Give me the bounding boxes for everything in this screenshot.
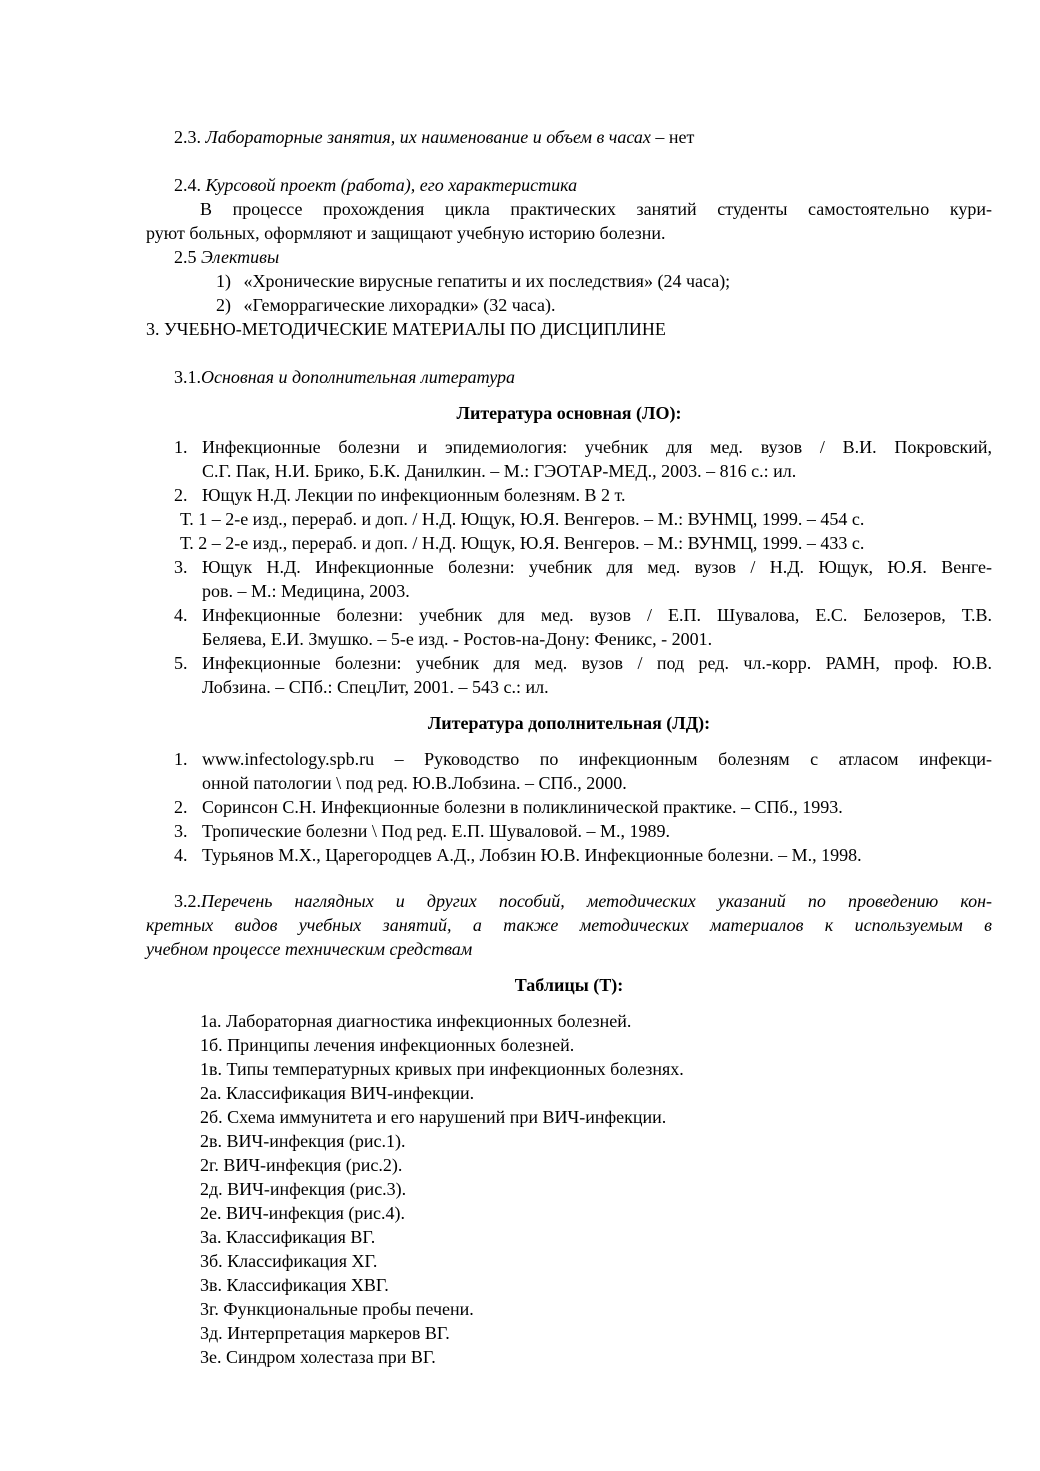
section-2-4-heading [174,174,577,197]
item-number: 1. [174,749,188,769]
table-item: 2б. Схема иммунитета и его нарушений при ВИЧ-инфекции. [200,1107,667,1127]
item-text-line: www.infectology.spb.ru – Руководство по инфекционным болезням с атласом инфекци- [202,749,992,769]
section-number: 3.1. [174,367,201,387]
tables-heading: Таблицы (Т): [514,975,624,995]
table-item: 2е. ВИЧ-инфекция (рис.4). [200,1203,406,1223]
item-number: 3. [174,557,188,577]
list-item [216,270,730,293]
item-text-line: Беляева, Е.И. Змушко. – 5-е изд. - Ростов-на-Дону: Феникс, - 2001. [202,629,713,649]
table-item: 3е. Синдром холестаза при ВГ. [200,1347,436,1367]
section-number: 3.2. [174,891,201,911]
section-3-heading: 3. УЧЕБНО-МЕТОДИЧЕСКИЕ МАТЕРИАЛЫ ПО ДИСЦИПЛИНЕ [146,319,666,339]
list-item [216,294,555,317]
section-2-3 [174,126,694,149]
item-text-line: С.Г. Пак, Н.И. Брико, Б.К. Данилкин. – М.: ГЭОТАР-МЕД., 2003. – 816 с.: ил. [202,461,797,481]
item-number: 2) [216,295,231,315]
section-title: Перечень наглядных и других пособий, методических указаний по проведению кон- [201,891,992,911]
item-number: 2. [174,797,188,817]
table-item: 2а. Классификация ВИЧ-инфекции. [200,1083,475,1103]
ld-heading: Литература дополнительная (ЛД): [427,713,711,733]
item-text-line: Инфекционные болезни: учебник для мед. вузов / под ред. чл.-корр. РАМН, проф. Ю.В. [202,653,992,673]
section-number: 2.4. [174,175,201,195]
item-text-line: ров. – М.: Медицина, 2003. [202,581,410,601]
volume-line: Т. 2 – 2-е изд., перераб. и доп. / Н.Д. Ющук, Ю.Я. Венгеров. – М.: ВУНМЦ, 1999. – 433 с. [180,533,865,553]
table-item: 3г. Функциональные пробы печени. [200,1299,474,1319]
table-item: 3б. Классификация ХГ. [200,1251,378,1271]
table-item: 3а. Классификация ВГ. [200,1227,376,1247]
item-number: 4. [174,845,188,865]
item-text-line: Лобзина. – СПб.: СпецЛит, 2001. – 543 с.: ил. [202,677,549,697]
section-2-5-heading [174,246,279,269]
item-number: 2. [174,485,188,505]
section-number: 2.3. [174,127,201,147]
table-item: 1б. Принципы лечения инфекционных болезней. [200,1035,575,1055]
item-text-line: Ющук Н.Д. Лекции по инфекционным болезням. В 2 т. [202,485,626,505]
lo-heading: Литература основная (ЛО): [456,403,682,423]
item-text-line: Ющук Н.Д. Инфекционные болезни: учебник для мед. вузов / Н.Д. Ющук, Ю.Я. Венге- [202,557,992,577]
item-number: 4. [174,605,188,625]
table-item: 3в. Классификация ХВГ. [200,1275,389,1295]
item-text-line: Инфекционные болезни и эпидемиология: учебник для мед. вузов / В.И. Покровский, [202,437,992,457]
item-text-line: Инфекционные болезни: учебник для мед. вузов / Е.П. Шувалова, Е.С. Белозеров, Т.В. [202,605,992,625]
item-text-line: Соринсон С.Н. Инфекционные болезни в поликлинической практике. – СПб., 1993. [202,797,843,817]
item-text-line: Тропические болезни \ Под ред. Е.П. Шуваловой. – М., 1989. [202,821,671,841]
table-item: 2д. ВИЧ-инфекция (рис.3). [200,1179,407,1199]
section-3-2-line: учебном процессе техническим средствам [146,939,473,959]
item-number: 5. [174,653,188,673]
section-3-1-heading [174,366,515,389]
section-title: Основная и дополнительная литература [201,367,515,387]
item-text-line: Турьянов М.Х., Царегородцев А.Д., Лобзин Ю.В. Инфекционные болезни. – М., 1998. [202,845,862,865]
section-3-2-line: кретных видов учебных занятий, а также методических материалов к используемым в [146,915,992,935]
section-3-2-line [174,890,992,913]
item-number: 3. [174,821,188,841]
item-number: 1) [216,271,231,291]
item-text-line: онной патологии \ под ред. Ю.В.Лобзина. – СПб., 2000. [202,773,627,793]
table-item: 2г. ВИЧ-инфекция (рис.2). [200,1155,403,1175]
paragraph-line: руют больных, оформляют и защищают учебную историю болезни. [146,223,666,243]
section-number: 2.5 [174,247,197,267]
table-item: 3д. Интерпретация маркеров ВГ. [200,1323,450,1343]
table-item: 1а. Лабораторная диагностика инфекционных болезней. [200,1011,632,1031]
table-item: 2в. ВИЧ-инфекция (рис.1). [200,1131,406,1151]
table-item: 1в. Типы температурных кривых при инфекционных болезнях. [200,1059,684,1079]
section-title: Элективы [201,247,280,267]
item-number: 1. [174,437,188,457]
item-text: «Геморрагические лихорадки» (32 часа). [243,295,556,315]
section-title: Курсовой проект (работа), его характеристика [205,175,578,195]
section-title: Лабораторные занятия, их наименование и объем в часах [205,127,651,147]
volume-line: Т. 1 – 2-е изд., перераб. и доп. / Н.Д. Ющук, Ю.Я. Венгеров. – М.: ВУНМЦ, 1999. – 454 с. [180,509,865,529]
item-text: «Хронические вирусные гепатиты и их последствия» (24 часа); [243,271,731,291]
section-tail: – нет [650,127,695,147]
paragraph-line: В процессе прохождения цикла практических занятий студенты самостоятельно кури- [200,199,992,219]
